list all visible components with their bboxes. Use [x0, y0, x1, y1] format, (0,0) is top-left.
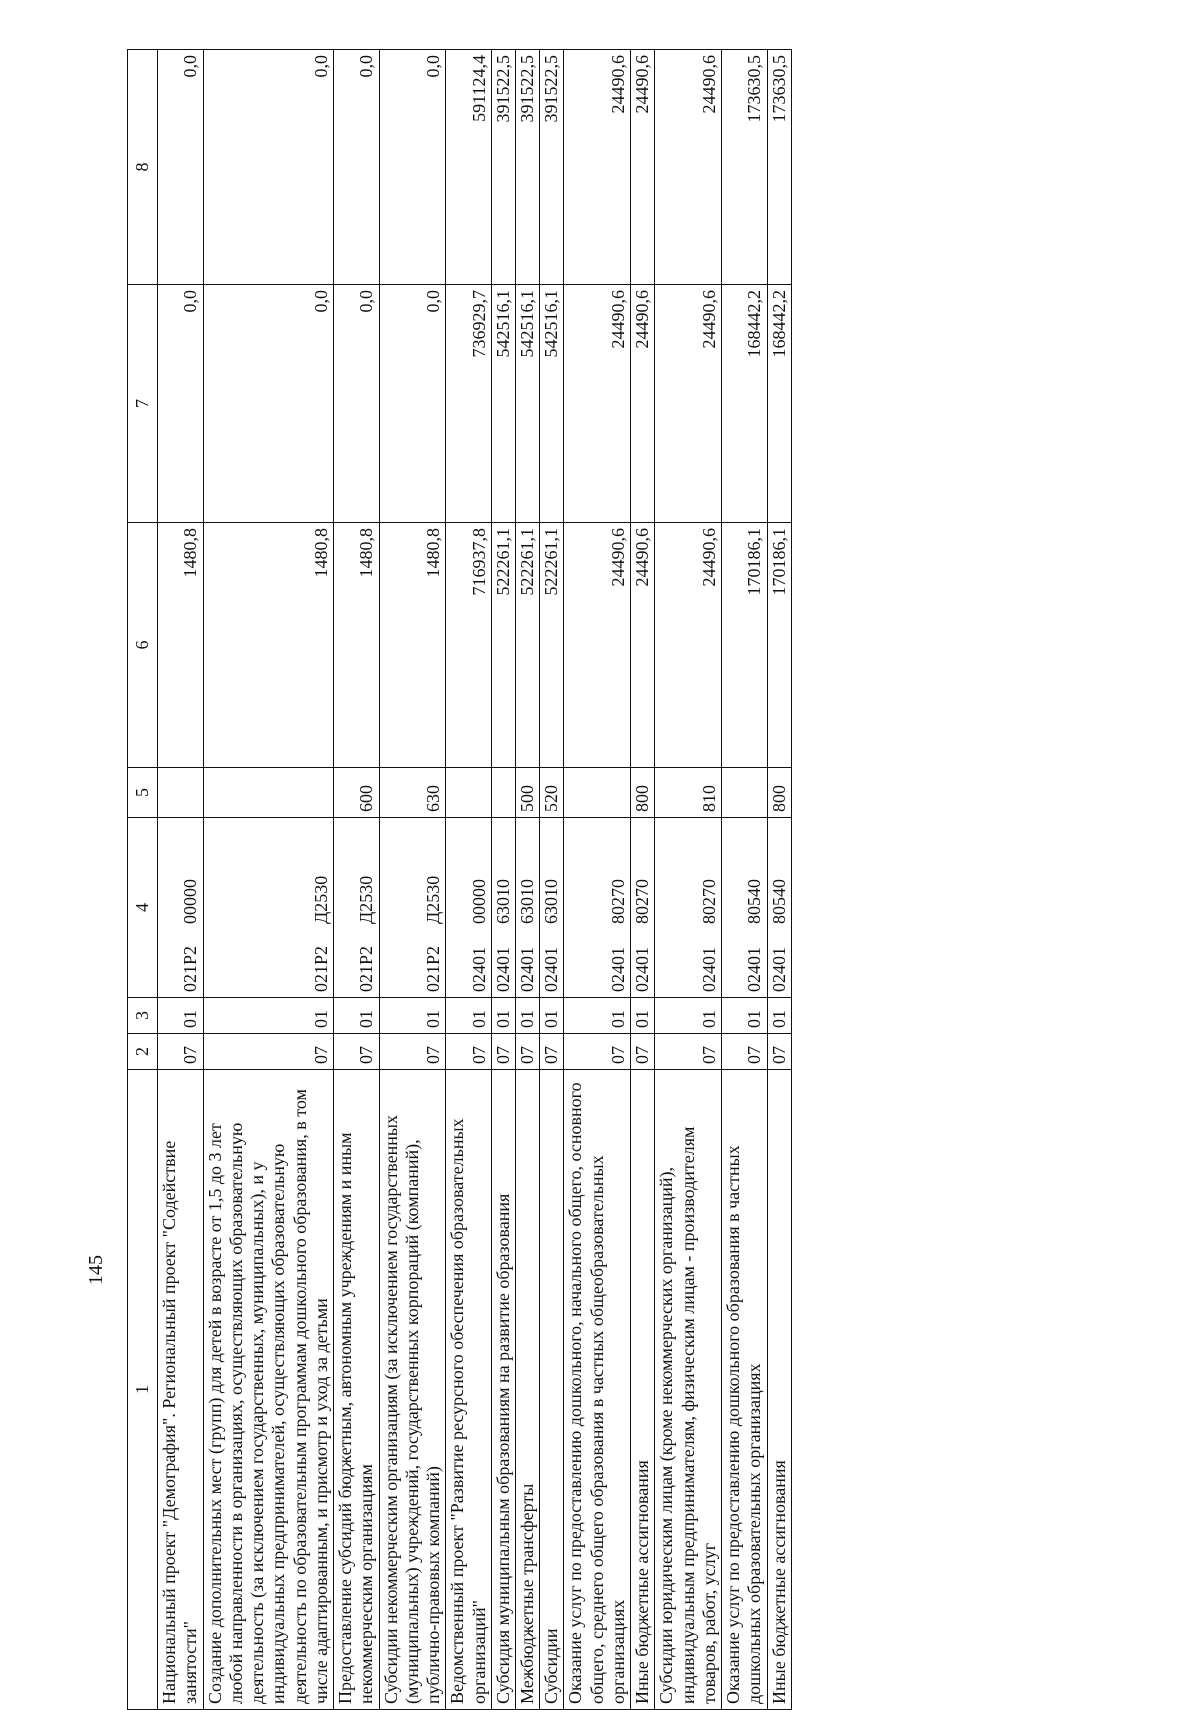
section-code-cell: 07 [515, 1034, 539, 1070]
amount-cell-col7: 0,0 [203, 285, 333, 523]
amount-cell-col8: 173630,5 [722, 50, 767, 285]
row-name-cell: Межбюджетные трансферты [515, 1070, 539, 1710]
row-name-cell: Оказание услуг по предоставлению дошкольного образования в частных дошкольных образовательных организациях [722, 1070, 767, 1710]
program-code: 02401 [541, 947, 562, 992]
direction-code: Д2530 [310, 875, 331, 924]
amount-cell-col8: 391522,5 [491, 50, 515, 285]
program-code: 02401 [468, 947, 489, 992]
amount-cell-col8: 391522,5 [540, 50, 564, 285]
table-row [446, 50, 491, 1710]
section-code-cell: 07 [379, 1034, 446, 1070]
amount-cell-col7: 24490,6 [655, 285, 722, 523]
table-row [564, 50, 631, 1710]
expense-type-cell: 810 [655, 768, 722, 818]
amount-cell-col6: 522261,1 [540, 523, 564, 768]
table-row [334, 50, 379, 1710]
target-article-cell [655, 818, 722, 998]
program-code: 02401 [698, 947, 719, 992]
section-code-cell: 07 [722, 1034, 767, 1070]
section-code-cell: 07 [540, 1034, 564, 1070]
expense-type-cell [446, 768, 491, 818]
section-code-cell: 07 [158, 1034, 203, 1070]
program-code: 02401 [744, 947, 765, 992]
subsection-code-cell: 01 [722, 998, 767, 1034]
amount-cell-col6: 1480,8 [158, 523, 203, 768]
amount-cell-col6: 522261,1 [515, 523, 539, 768]
expense-type-cell: 800 [631, 768, 655, 818]
amount-cell-col7: 0,0 [334, 285, 379, 523]
table-row [631, 50, 655, 1710]
program-code: 021Р2 [180, 945, 201, 992]
section-code-cell: 07 [446, 1034, 491, 1070]
expense-type-cell: 600 [334, 768, 379, 818]
section-code-cell: 07 [491, 1034, 515, 1070]
direction-code: 63010 [541, 879, 562, 924]
program-code: 02401 [492, 947, 513, 992]
program-code: 021Р2 [310, 945, 331, 992]
amount-cell-col6: 170186,1 [767, 523, 791, 768]
expense-type-cell: 630 [379, 768, 446, 818]
program-code: 02401 [607, 947, 628, 992]
direction-code: 80270 [698, 879, 719, 924]
column-header: 1 [128, 1070, 158, 1710]
section-code-cell: 07 [767, 1034, 791, 1070]
section-code-cell: 07 [655, 1034, 722, 1070]
target-article-cell [491, 818, 515, 998]
amount-cell-col8: 173630,5 [767, 50, 791, 285]
program-code: 02401 [516, 947, 537, 992]
amount-cell-col8: 24490,6 [655, 50, 722, 285]
amount-cell-col6: 1480,8 [334, 523, 379, 768]
row-name-cell: Предоставление субсидий бюджетным, автономным учреждениям и иным некоммерческим организациям [334, 1070, 379, 1710]
row-name-cell: Субсидии юридическим лицам (кроме некоммерческих организаций), индивидуальным предпринимателям, физическим лицам - производителям товаров, работ, услуг [655, 1070, 722, 1710]
expense-type-cell [722, 768, 767, 818]
target-article-cell [631, 818, 655, 998]
column-header: 3 [128, 998, 158, 1034]
amount-cell-col6: 24490,6 [655, 523, 722, 768]
row-name-cell: Субсидии некоммерческим организациям (за исключением государственных (муниципальных) учреждений, государственных корпораций (компаний), публично-правовых компаний) [379, 1070, 446, 1710]
column-header: 2 [128, 1034, 158, 1070]
subsection-code-cell: 01 [158, 998, 203, 1034]
amount-cell-col8: 591124,4 [446, 50, 491, 285]
section-code-cell: 07 [564, 1034, 631, 1070]
amount-cell-col8: 391522,5 [515, 50, 539, 285]
subsection-code-cell: 01 [655, 998, 722, 1034]
expense-type-cell [491, 768, 515, 818]
program-code: 02401 [632, 947, 653, 992]
amount-cell-col8: 0,0 [203, 50, 333, 285]
section-code-cell: 07 [203, 1034, 333, 1070]
target-article-cell [515, 818, 539, 998]
amount-cell-col6: 170186,1 [722, 523, 767, 768]
row-name-cell: Оказание услуг по предоставлению дошкольного, начального общего, основного общего, среднего общего образования в частных общеобразовательных организациях [564, 1070, 631, 1710]
amount-cell-col8: 24490,6 [564, 50, 631, 285]
expense-type-cell [564, 768, 631, 818]
table-row [379, 50, 446, 1710]
subsection-code-cell: 01 [540, 998, 564, 1034]
subsection-code-cell: 01 [515, 998, 539, 1034]
expense-type-cell [203, 768, 333, 818]
table-row [722, 50, 767, 1710]
table-row [655, 50, 722, 1710]
expense-type-cell [158, 768, 203, 818]
row-name-cell: Иные бюджетные ассигнования [631, 1070, 655, 1710]
amount-cell-col7: 168442,2 [767, 285, 791, 523]
column-header: 5 [128, 768, 158, 818]
amount-cell-col8: 24490,6 [631, 50, 655, 285]
direction-code: 00000 [468, 879, 489, 924]
row-name-cell: Создание дополнительных мест (групп) для детей в возрасте от 1,5 до 3 лет любой направленности в организациях, осуществляющих образовательную деятельность (за исключением государственных, муниципальных), и у индивидуальных предпринимателей, осуществляющих образовательную деятельность по образовательным программам дошкольного образования, в том числе адаптированным, и присмотр и уход за детьми [203, 1070, 333, 1710]
direction-code: Д2530 [423, 875, 444, 924]
subsection-code-cell: 01 [379, 998, 446, 1034]
target-article-cell [203, 818, 333, 998]
section-code-cell: 07 [334, 1034, 379, 1070]
target-article-cell [158, 818, 203, 998]
target-article-cell [446, 818, 491, 998]
amount-cell-col7: 0,0 [379, 285, 446, 523]
direction-code: 00000 [180, 879, 201, 924]
row-name-cell: Субсидия муниципальным образованиям на развитие образования [491, 1070, 515, 1710]
amount-cell-col6: 1480,8 [379, 523, 446, 768]
program-code: 021Р2 [423, 945, 444, 992]
section-code-cell: 07 [631, 1034, 655, 1070]
document-sheet [85, 50, 1077, 1710]
subsection-code-cell: 01 [631, 998, 655, 1034]
target-article-cell [334, 818, 379, 998]
expense-type-cell: 800 [767, 768, 791, 818]
amount-cell-col6: 24490,6 [564, 523, 631, 768]
column-header: 4 [128, 818, 158, 998]
amount-cell-col7: 0,0 [158, 285, 203, 523]
page-number: 145 [85, 1255, 107, 1285]
subsection-code-cell: 01 [767, 998, 791, 1034]
target-article-cell [540, 818, 564, 998]
amount-cell-col7: 736929,7 [446, 285, 491, 523]
table-row [203, 50, 333, 1710]
amount-cell-col7: 542516,1 [515, 285, 539, 523]
direction-code: 80540 [768, 879, 789, 924]
subsection-code-cell: 01 [446, 998, 491, 1034]
target-article-cell [767, 818, 791, 998]
budget-table [127, 49, 792, 1710]
amount-cell-col8: 0,0 [158, 50, 203, 285]
column-header: 8 [128, 50, 158, 285]
table-row [540, 50, 564, 1710]
amount-cell-col7: 168442,2 [722, 285, 767, 523]
program-code: 021Р2 [356, 945, 377, 992]
amount-cell-col6: 1480,8 [203, 523, 333, 768]
expense-type-cell: 520 [540, 768, 564, 818]
expense-type-cell: 500 [515, 768, 539, 818]
amount-cell-col6: 24490,6 [631, 523, 655, 768]
amount-cell-col7: 24490,6 [564, 285, 631, 523]
table-body [158, 50, 792, 1710]
table-row [767, 50, 791, 1710]
amount-cell-col8: 0,0 [379, 50, 446, 285]
subsection-code-cell: 01 [334, 998, 379, 1034]
direction-code: Д2530 [356, 875, 377, 924]
amount-cell-col7: 542516,1 [540, 285, 564, 523]
target-article-cell [722, 818, 767, 998]
target-article-cell [564, 818, 631, 998]
amount-cell-col6: 716937,8 [446, 523, 491, 768]
table-header-row [128, 50, 158, 1710]
subsection-code-cell: 01 [564, 998, 631, 1034]
column-header: 6 [128, 523, 158, 768]
direction-code: 80540 [744, 879, 765, 924]
row-name-cell: Иные бюджетные ассигнования [767, 1070, 791, 1710]
subsection-code-cell: 01 [491, 998, 515, 1034]
amount-cell-col6: 522261,1 [491, 523, 515, 768]
subsection-code-cell: 01 [203, 998, 333, 1034]
table-row [491, 50, 515, 1710]
amount-cell-col7: 24490,6 [631, 285, 655, 523]
target-article-cell [379, 818, 446, 998]
direction-code: 63010 [492, 879, 513, 924]
direction-code: 80270 [607, 879, 628, 924]
row-name-cell: Национальный проект "Демография". Региональный проект "Содействие занятости" [158, 1070, 203, 1710]
table-row [515, 50, 539, 1710]
amount-cell-col8: 0,0 [334, 50, 379, 285]
row-name-cell: Субсидии [540, 1070, 564, 1710]
program-code: 02401 [768, 947, 789, 992]
row-name-cell: Ведомственный проект "Развитие ресурсного обеспечения образовательных организаций" [446, 1070, 491, 1710]
column-header: 7 [128, 285, 158, 523]
direction-code: 80270 [632, 879, 653, 924]
amount-cell-col7: 542516,1 [491, 285, 515, 523]
table-row [158, 50, 203, 1710]
direction-code: 63010 [516, 879, 537, 924]
